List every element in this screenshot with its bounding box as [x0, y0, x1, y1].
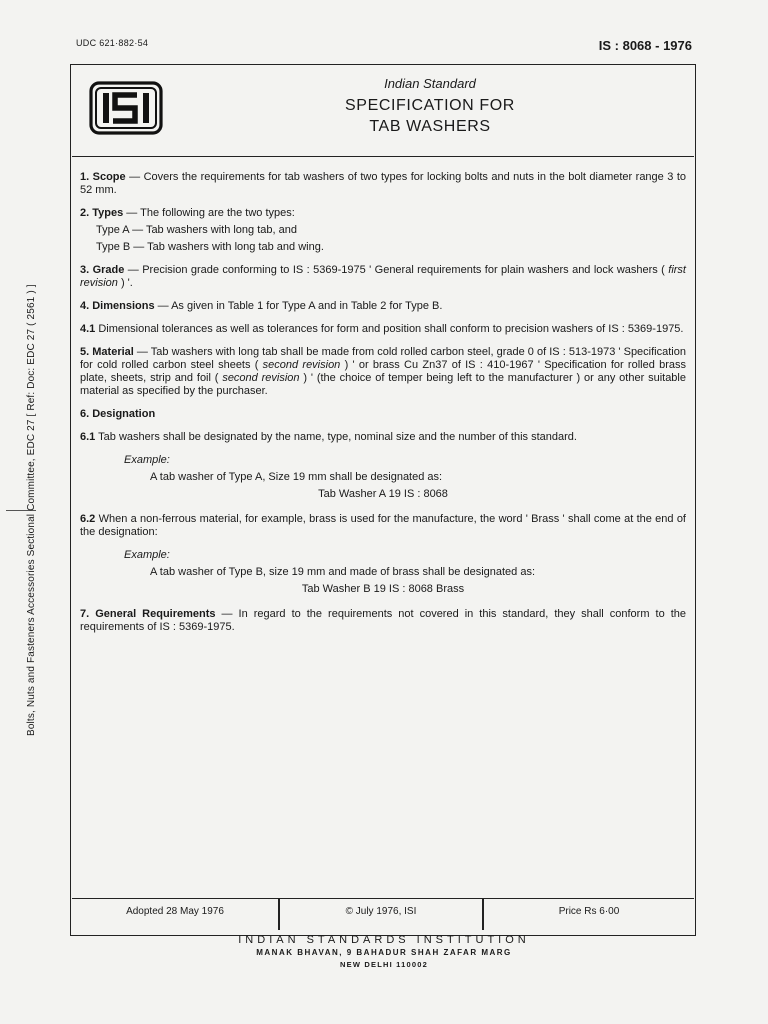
section-grade: [80, 264, 686, 290]
example-designation: Tab Washer B 19 IS : 8068 Brass: [301, 583, 465, 595]
section-text-end: ) '.: [117, 277, 133, 289]
section-heading: 1. Scope: [80, 171, 126, 183]
isi-logo: [89, 81, 163, 135]
example-label: Example:: [124, 549, 170, 561]
copyright: © July 1976, ISI: [345, 906, 417, 917]
section-tolerances: [80, 323, 686, 336]
example-text: A tab washer of Type B, size 19 mm and made of brass shall be designated as:: [150, 566, 536, 578]
example-label: Example:: [124, 454, 170, 466]
section-text: ) ' (the choice of temper being left to the manufacturer ) or any other suitable material as specified by the purchaser.: [80, 372, 686, 397]
section-heading: 3. Grade: [80, 264, 125, 276]
institution-name: INDIAN STANDARDS INSTITUTION: [238, 934, 530, 946]
section-heading: 6.1: [80, 431, 96, 443]
price: Price Rs 6·00: [558, 906, 620, 917]
section-designation-1: [80, 431, 686, 444]
section-text: Dimensional tolerances as well as tolerances for form and position shall conform to precision washers of IS : 5369-1975.: [95, 323, 684, 335]
section-types: [80, 207, 686, 220]
udc-code: UDC 621·882·54: [76, 38, 149, 48]
section-designation-2: [80, 513, 686, 539]
section-general: [80, 608, 686, 634]
section-italic: first revision: [80, 264, 686, 289]
institution-address: MANAK BHAVAN, 9 BAHADUR SHAH ZAFAR MARG: [256, 948, 512, 957]
title-line-1: SPECIFICATION FOR: [345, 97, 515, 114]
adopted-date: Adopted 28 May 1976: [126, 906, 224, 917]
title-block: [230, 76, 630, 137]
example-text: A tab washer of Type A, Size 19 mm shall be designated as:: [150, 471, 443, 483]
header-divider: [72, 156, 694, 157]
section-text: — Tab washers with long tab shall be made from cold rolled carbon steel, grade 0 of IS : 513-1973 ' Specification for cold rolled carbon steel sheets (: [80, 346, 686, 371]
section-heading: 6.2: [80, 513, 96, 525]
section-dimensions: [80, 300, 686, 313]
section-heading: 5. Material: [80, 346, 134, 358]
section-text: — Covers the requirements for tab washers of two types for locking bolts and nuts in the bolt diameter range 3 to 52 mm.: [80, 171, 686, 196]
section-heading: 4.1: [80, 323, 96, 335]
section-text: — The following are the two types:: [123, 207, 295, 219]
section-text: ) ' or brass Cu Zn37 of IS : 410-1967 ' Specification for rolled brass plate, sheets, strip and foil (: [80, 359, 686, 384]
section-text: When a non-ferrous material, for example, brass is used for the manufacture, the word ' Brass ' shall come at the end of the designation:: [80, 513, 686, 538]
section-text: — In regard to the requirements not covered in this standard, they shall conform to the requirements of IS : 5369-1975.: [80, 608, 686, 633]
section-heading: 7. General Requirements: [80, 608, 216, 620]
document-body: [80, 171, 686, 644]
side-annotation: Bolts, Nuts and Fasteners Accessories Sectional Committee, EDC 27 [ Ref: Doc: EDC 27 ( 2561 ) ]: [26, 284, 37, 736]
example-designation: Tab Washer A 19 IS : 8068: [318, 488, 448, 500]
standard-number: IS : 8068 - 1976: [598, 38, 692, 53]
section-heading: 4. Dimensions: [80, 300, 155, 312]
section-text: — As given in Table 1 for Type A and in Table 2 for Type B.: [154, 300, 443, 312]
title-line-2: TAB WASHERS: [369, 118, 491, 135]
section-text: Tab washers shall be designated by the name, type, nominal size and the number of this standard.: [95, 431, 577, 443]
footer-divider: [72, 898, 694, 899]
section-italic: second revision: [222, 372, 300, 384]
institution-city: NEW DELHI 110002: [340, 960, 428, 969]
section-material: [80, 346, 686, 398]
section-scope: [80, 171, 686, 197]
type-b-line: Type B — Tab washers with long tab and wing.: [96, 241, 324, 253]
section-text: — Precision grade conforming to IS : 5369-1975 ' General requirements for plain washers and lock washers (: [124, 264, 669, 276]
section-heading: 2. Types: [80, 207, 124, 219]
subtitle: Indian Standard: [384, 76, 476, 91]
type-a-line: Type A — Tab washers with long tab, and: [96, 224, 297, 236]
section-italic: second revision: [262, 359, 341, 371]
section-designation: 6. Designation: [80, 408, 156, 420]
